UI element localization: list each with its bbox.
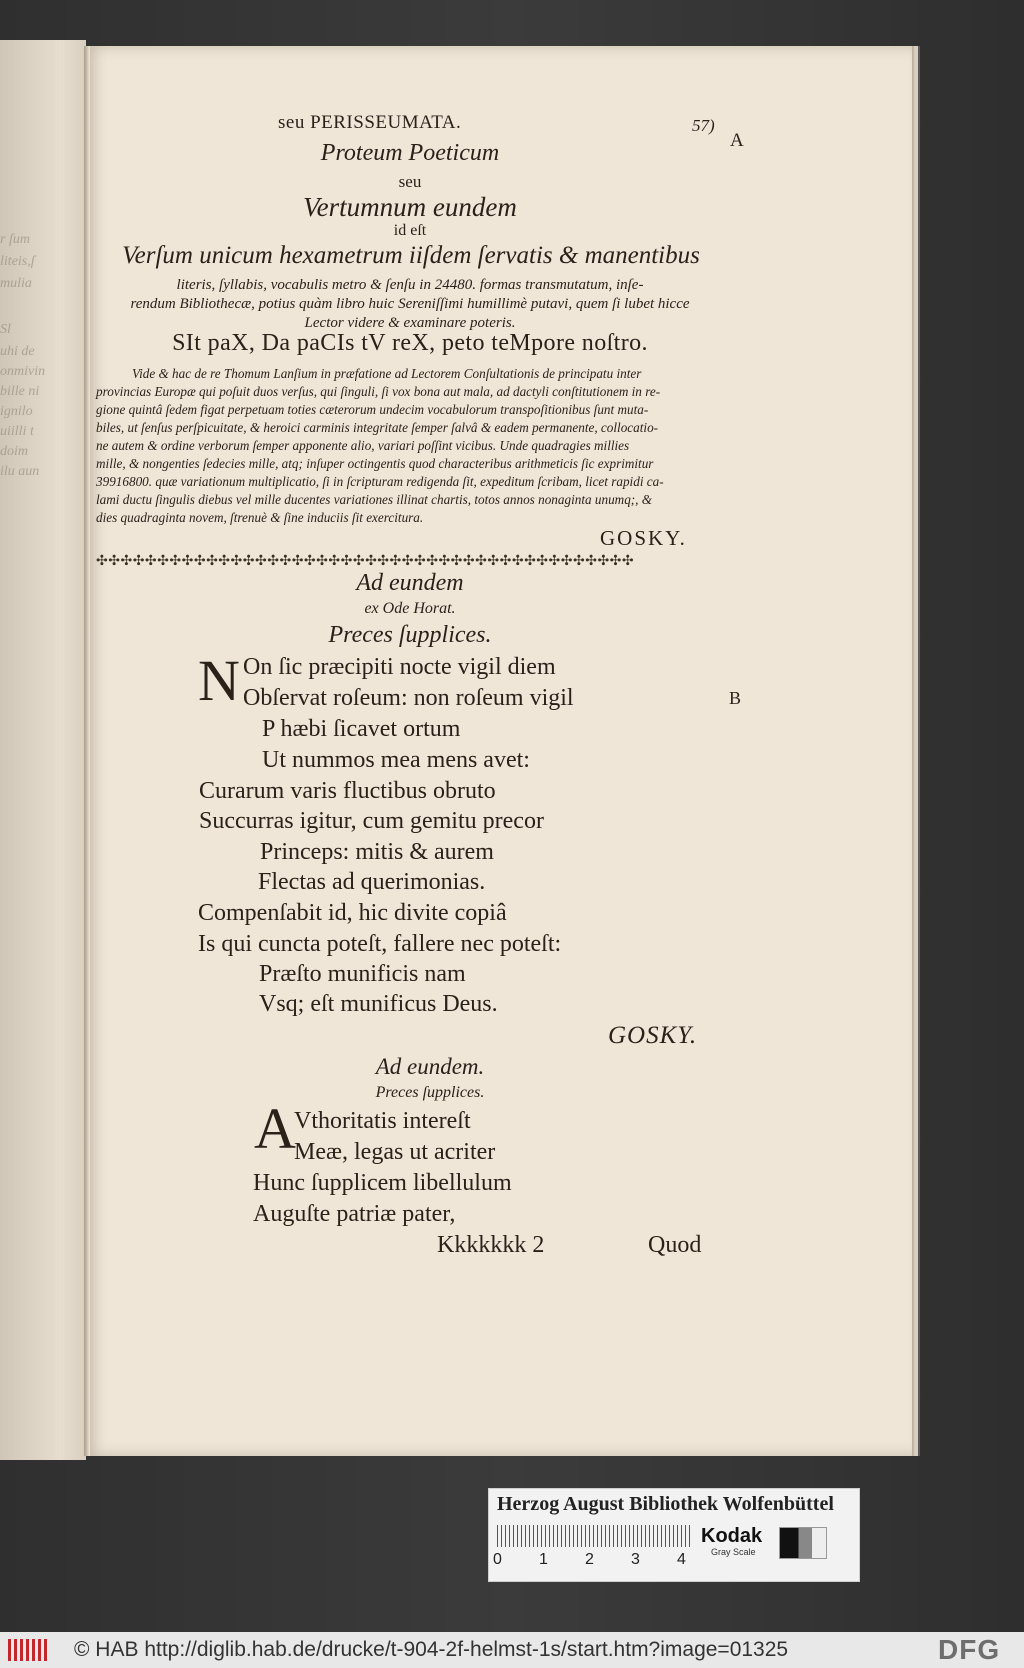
- poem-line: Curarum varis fluctibus obruto: [199, 778, 496, 804]
- footer-link[interactable]: © HAB http://diglib.hab.de/drucke/t-904-2f-helmst-1s/start.htm?image=01325: [74, 1638, 789, 1661]
- footer-bar: [0, 1632, 1024, 1668]
- gray-scale-label: Gray Scale: [711, 1547, 756, 1557]
- poem-line: Is qui cuncta poteſt, fallere nec poteſt:: [198, 931, 562, 957]
- page-number: 57): [692, 116, 715, 135]
- poem-line: On ſic præcipiti nocte vigil diem: [243, 654, 556, 680]
- margin-letter-a: A: [730, 130, 744, 151]
- poem-line: Auguſte patriæ pater,: [253, 1201, 456, 1227]
- title-id-est: id eſt: [393, 222, 427, 239]
- signature-gosky-2: GOSKY.: [608, 1022, 698, 1049]
- poem1-heading: Ad eundem: [356, 570, 464, 596]
- ruler-number: 0: [493, 1551, 502, 1568]
- poem1-source: ex Ode Horat.: [364, 600, 456, 617]
- poem-line: Hunc ſupplicem libellulum: [253, 1170, 512, 1196]
- poem-line: Vsq; eſt munificus Deus.: [259, 991, 498, 1017]
- catchword: Quod: [648, 1232, 702, 1258]
- poem-line: Princeps: mitis & aurem: [260, 839, 494, 865]
- title-proteum: Proteum Poeticum: [320, 140, 500, 166]
- ruler-number: 1: [539, 1551, 548, 1568]
- note-line: biles, ut ſenſus perſpicuitate, & heroici carminis integritate ſemper ſalvâ & eadem permanente, collocatio-: [96, 420, 659, 435]
- color-scale-card: [488, 1488, 860, 1582]
- note-line: mille, & nongenties ſedecies mille, atq; inſuper octingentis quod characteribus arithmeticis ſic exprimitur: [96, 456, 654, 471]
- note-line: lami ductu ſingulis diebus vel mille ducentes variationes illinat chartis, totos annos nonaginta unumq;, &: [96, 492, 653, 507]
- poem-line: Flectas ad querimonias.: [258, 869, 486, 895]
- note-line: 39916800. quæ variationum multiplicatio, ſi in ſcripturam redigenda ſit, expeditum ſcribam, licet rapidi ca-: [96, 474, 664, 489]
- drop-cap-a: A: [254, 1096, 296, 1161]
- chronogram-verse: SIt paX, Da paCIs tV reX, peto teMpore noſtro.: [172, 330, 648, 356]
- note-line: provincias Europæ qui poſuit duos verſus, qui ſinguli, ſi vox bona aut mala, ad dactyli conſtitutionem in re-: [96, 384, 661, 399]
- ruler-icon: [497, 1525, 693, 1547]
- kodak-logo: Kodak: [701, 1525, 763, 1547]
- note-line: dies quadraginta novem, ſtrenuè & ſine induciis ſit exercitura.: [96, 510, 424, 525]
- page-gutter: [84, 46, 90, 1456]
- barcode-icon: [8, 1639, 48, 1661]
- ornament-divider: ✣✣✣✣✣✣✣✣✣✣✣✣✣✣✣✣✣✣✣✣✣✣✣✣✣✣✣✣✣✣✣✣✣✣✣✣✣✣✣✣✣✣✣✣: [96, 554, 635, 569]
- subtitle-line: rendum Bibliothecæ, potius quàm libro huic Sereniſſimi humillimè putavi, quem ſi lubet hicce: [130, 296, 690, 312]
- poem-line: Vthoritatis intereſt: [294, 1108, 471, 1134]
- margin-letter-b: B: [729, 688, 742, 708]
- note-line: ne autem & ordine verborum ſemper apponente alio, variari poſſint vicibus. Unde quadragies millies: [96, 438, 630, 453]
- running-title: seu PERISSEUMATA.: [278, 112, 462, 133]
- poem2-subheading: Preces ſupplices.: [375, 1084, 485, 1101]
- title-versum: Verſum unicum hexametrum iiſdem ſervatis & manentibus: [122, 242, 700, 269]
- drop-cap-n: N: [198, 648, 240, 713]
- signature-mark: Kkkkkkk 2: [437, 1232, 545, 1258]
- signature-gosky-1: GOSKY.: [600, 526, 687, 550]
- gray-patch-icon: [779, 1527, 827, 1559]
- subtitle-line: literis, ſyllabis, vocabulis metro & ſenſu in 24480. formas transmutatum, inſe-: [176, 277, 644, 293]
- facing-page-edge: r ſum liteis,ſ mulia Sl uhi de onmivin bille ni ignilo uiilli t doim ilu aun: [0, 40, 86, 1460]
- poem1-subheading: Preces ſupplices.: [328, 622, 492, 648]
- poem-line: Succurras igitur, cum gemitu precor: [199, 808, 544, 834]
- poem-line: Præſto munificis nam: [259, 961, 466, 987]
- ruler-number: 4: [677, 1551, 686, 1568]
- title-vertumnum: Vertumnum eundem: [303, 192, 517, 222]
- poem-line: Obſervat roſeum: non roſeum vigil: [243, 685, 574, 711]
- subtitle-line: Lector videre & examinare poteris.: [304, 315, 516, 331]
- poem-line: Compenſabit id, hic divite copiâ: [198, 900, 507, 926]
- poem-line: Ut nummos mea mens avet:: [262, 747, 530, 773]
- title-seu: seu: [398, 172, 422, 191]
- poem-line: Meæ, legas ut acriter: [294, 1139, 496, 1165]
- ruler-number: 2: [585, 1551, 594, 1568]
- scale-card-title: Herzog August Bibliothek Wolfenbüttel: [497, 1493, 834, 1515]
- dfg-logo: DFG: [938, 1634, 1001, 1665]
- note-line: Vide & hac de re Thomum Lanſium in præfatione ad Lectorem Conſultationis de principatu inter: [132, 366, 642, 381]
- poem2-heading: Ad eundem.: [375, 1054, 485, 1079]
- note-line: gione quintâ ſedem figat perpetuam toties cæterorum undecim vocabulorum transpoſitionibus ſunt muta-: [96, 402, 649, 417]
- ruler-number: 3: [631, 1551, 640, 1568]
- poem-line: P hæbi ſicavet ortum: [262, 716, 461, 742]
